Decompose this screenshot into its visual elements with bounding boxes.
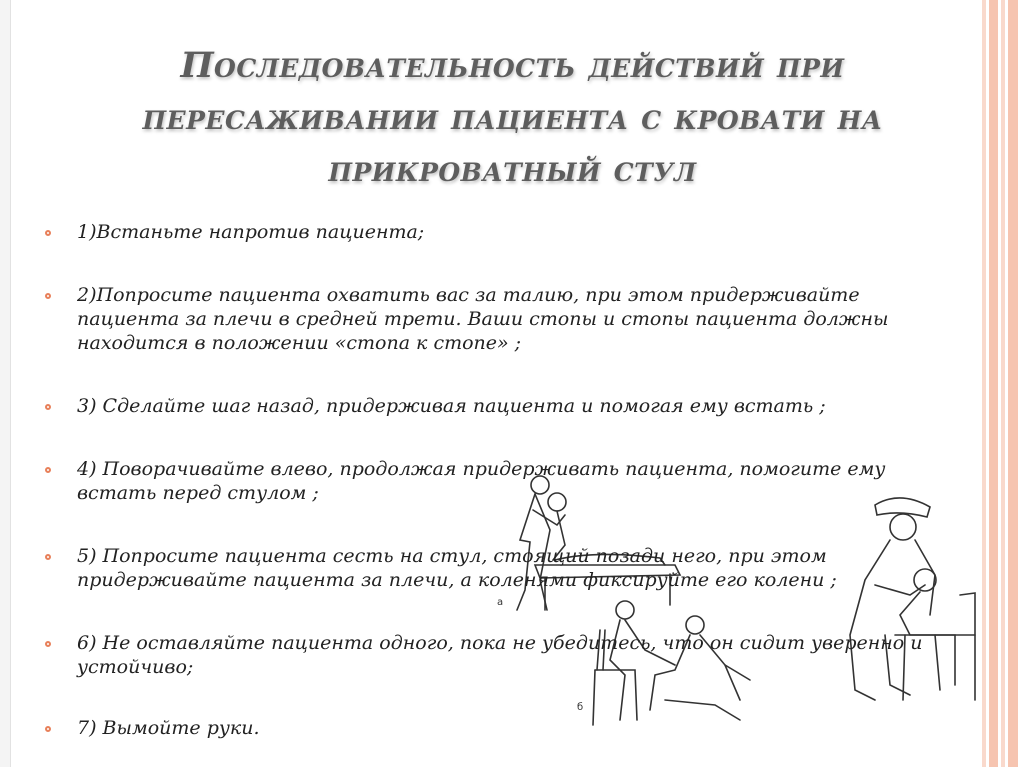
bullet-icon <box>45 404 51 410</box>
step-text: 4) Поворачивайте влево, продолжая придерживать пациента, помогите ему встать перед стулом ; <box>77 458 886 504</box>
bullet-icon <box>45 293 51 299</box>
stripe <box>982 0 986 767</box>
stripe <box>1008 0 1018 767</box>
bullet-icon <box>45 641 51 647</box>
bullet-icon <box>45 230 51 236</box>
step-text: 3) Сделайте шаг назад, придерживая пациента и помогая ему встать ; <box>77 395 826 417</box>
illustration-transfer-c <box>815 485 980 715</box>
decorative-stripes <box>982 0 1024 767</box>
slide-left-border <box>0 0 11 767</box>
step-text: 2)Попросите пациента охватить вас за талию, при этом придерживайте пациента за плечи в средней трети. Ваши стопы и стопы пациента должны находится в положении «стопа к стопе» ; <box>77 284 889 354</box>
label-b: б <box>577 702 584 713</box>
step-text: 1)Встаньте напротив пациента; <box>77 221 425 243</box>
step-text: 7) Вымойте руки. <box>77 717 260 739</box>
stripe <box>1001 0 1005 767</box>
step-text: 6) Не оставляйте пациента одного, пока не убедитесь, что он сидит уверенно и устойчиво; <box>77 632 923 678</box>
bullet-icon <box>45 467 51 473</box>
stripe <box>989 0 998 767</box>
bullet-icon <box>45 554 51 560</box>
step-text: 5) Попросите пациента сесть на стул, стоящий позади него, при этом придерживайте пациента за плечи, а коленями фиксируйте его колени ; <box>77 545 837 591</box>
bullet-icon <box>45 726 51 732</box>
slide-title: Последовательность действий при пересаживании пациента с кровати на прикроватный стул <box>142 45 883 190</box>
label-a: а <box>497 597 504 608</box>
